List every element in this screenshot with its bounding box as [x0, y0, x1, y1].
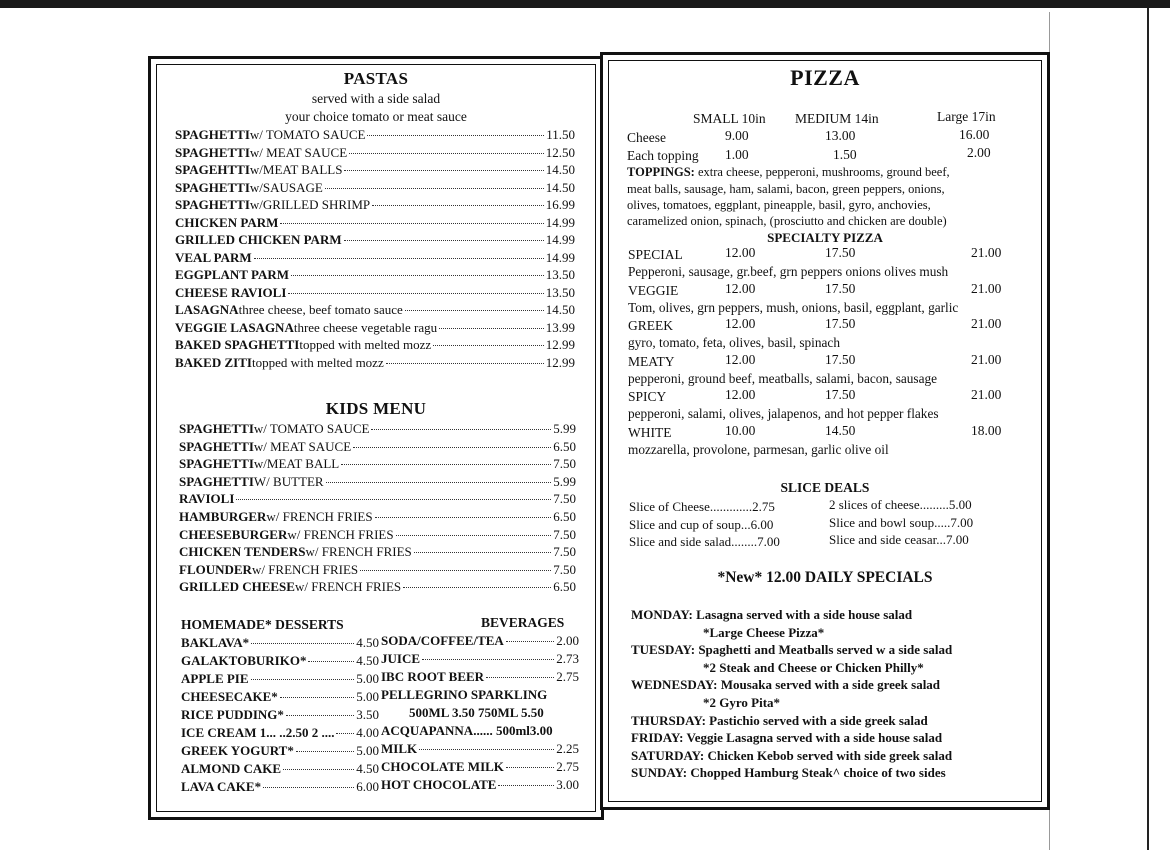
item-price: 2.75	[556, 759, 579, 774]
daily-special-line: MONDAY: Lasagna served with a side house salad	[631, 607, 913, 622]
item-price: 14.99	[545, 232, 575, 247]
item-name: CHICKEN PARM	[175, 214, 279, 230]
specialty-name: GREEK	[628, 318, 673, 334]
dot-leader	[236, 499, 551, 500]
scan-right-edge	[1147, 8, 1149, 850]
item-description: w/ FRENCH FRIES	[305, 544, 412, 560]
specialty-price-medium: 17.50	[825, 280, 856, 296]
specialty-price-small: 12.00	[725, 351, 756, 367]
kids-menu-item	[179, 562, 576, 578]
specialty-price-large: 18.00	[971, 423, 1002, 438]
daily-specials-title: *New* 12.00 DAILY SPECIALS	[717, 569, 933, 586]
beverage-item	[381, 759, 579, 775]
slice-deal-right: 2 slices of cheese.........5.00	[829, 497, 972, 512]
specialty-name: MEATY	[628, 353, 675, 369]
item-price: 14.50	[545, 162, 575, 177]
item-price: 4.00	[356, 725, 379, 740]
dot-leader	[251, 679, 355, 680]
dot-leader	[336, 733, 354, 734]
cheese-price-medium: 13.00	[825, 128, 856, 143]
specialty-price-large: 21.00	[971, 351, 1002, 367]
item-description: w/SAUSAGE	[249, 179, 323, 195]
pasta-menu-item	[175, 250, 575, 266]
daily-special-line: THURSDAY: Pastichio served with a side greek salad	[631, 712, 928, 728]
item-name: 500ML 3.50 750ML 5.50	[409, 705, 544, 720]
beverage-item	[381, 723, 579, 739]
dot-leader	[349, 153, 544, 154]
specialty-price-medium: 17.50	[825, 245, 856, 260]
specialty-price-small: 12.00	[725, 316, 756, 332]
slice-deal-right: Slice and bowl soup.....7.00	[829, 514, 974, 530]
dot-leader	[439, 328, 544, 329]
item-description: w/ FRENCH FRIES	[287, 526, 394, 542]
specialty-price-large: 21.00	[971, 245, 1002, 260]
item-name: PELLEGRINO SPARKLING	[381, 687, 548, 702]
toppings-line-4: caramelized onion, spinach, (prosciutto and chicken are double)	[627, 214, 947, 228]
specialty-name: SPICY	[628, 389, 667, 405]
specialty-description: gyro, tomato, feta, olives, basil, spinach	[628, 335, 840, 351]
slice-deals-title: SLICE DEALS	[780, 480, 870, 495]
pasta-menu-item	[175, 285, 575, 301]
daily-special-extra: *2 Gyro Pita*	[703, 695, 781, 710]
item-name: SPAGHETTI	[179, 421, 254, 436]
item-price: 14.99	[545, 214, 575, 230]
item-price: 4.50	[356, 635, 379, 650]
item-name: GREEK YOGURT*	[181, 743, 294, 758]
item-price: 5.99	[553, 473, 576, 489]
item-description: three cheese, beef tomato sauce	[238, 302, 403, 317]
item-name: CHEESECAKE*	[181, 689, 278, 704]
item-description: w/ FRENCH FRIES	[294, 579, 402, 595]
dot-leader	[419, 749, 554, 750]
item-name: LASAGNA	[175, 302, 239, 317]
dot-leader	[291, 275, 544, 276]
dot-leader	[498, 785, 554, 786]
item-name: RICE PUDDING*	[181, 707, 284, 722]
item-name: SPAGHETTI	[179, 456, 254, 472]
left-menu-panel	[148, 56, 604, 820]
item-price: 5.00	[356, 743, 379, 758]
item-name: EGGPLANT PARM	[175, 267, 289, 282]
slice-deal-left: Slice and cup of soup...6.00	[629, 516, 774, 532]
item-price: 2.25	[556, 741, 579, 756]
dot-leader	[341, 464, 551, 465]
dot-leader	[371, 429, 551, 430]
item-price: 12.99	[545, 337, 575, 352]
item-description: W/ BUTTER	[253, 473, 324, 489]
dot-leader	[396, 535, 552, 536]
specialty-name: VEGGIE	[628, 282, 679, 298]
specialty-price-medium: 17.50	[825, 387, 856, 403]
toppings-line-2: meat balls, sausage, ham, salami, bacon, green peppers, onions,	[627, 182, 945, 196]
item-price: 7.50	[553, 561, 576, 577]
item-price: 16.99	[545, 197, 575, 212]
size-medium-header: MEDIUM 14in	[795, 111, 879, 126]
specialty-name: WHITE	[628, 425, 672, 440]
kids-menu-item	[179, 421, 576, 437]
dot-leader	[506, 767, 554, 768]
kids-menu-item	[179, 456, 576, 472]
item-price: 14.99	[545, 249, 575, 265]
item-name: HOT CHOCOLATE	[381, 777, 497, 792]
specialty-price-large: 21.00	[971, 387, 1002, 403]
cheese-price-large: 16.00	[959, 127, 990, 142]
slice-deal-left: Slice and side salad........7.00	[629, 534, 780, 549]
item-name: SPAGHETTI	[175, 197, 250, 212]
pasta-menu-item	[175, 180, 575, 196]
item-name: LAVA CAKE*	[181, 779, 262, 794]
item-price: 14.50	[545, 179, 575, 195]
dot-leader	[405, 310, 544, 311]
item-name: SODA/COFFEE/TEA	[381, 633, 504, 648]
toppings-label: TOPPINGS:	[627, 165, 695, 179]
item-price: 13.99	[545, 319, 575, 335]
topping-price-medium: 1.50	[833, 147, 857, 162]
beverage-item	[381, 741, 579, 757]
item-name: BAKED ZITI	[175, 354, 252, 370]
daily-special-line: SUNDAY: Chopped Hamburg Steak^ choice of two sides	[631, 765, 946, 781]
dot-leader	[288, 293, 543, 294]
dot-leader	[251, 643, 354, 644]
item-price: 13.50	[545, 284, 575, 300]
dot-leader	[486, 677, 554, 678]
specialty-price-large: 21.00	[971, 316, 1002, 332]
dessert-item	[181, 743, 379, 759]
item-description: three cheese vegetable ragu	[293, 319, 438, 335]
dot-leader	[360, 570, 551, 571]
item-name: SPAGHETTI	[179, 473, 254, 489]
dot-leader	[280, 223, 543, 224]
item-name: CHEESE RAVIOLI	[175, 284, 287, 300]
item-name: SPAGHETTI	[175, 179, 250, 195]
specialty-description: pepperoni, salami, olives, jalapenos, and hot pepper flakes	[628, 406, 939, 422]
kids-menu-item	[179, 474, 576, 490]
item-name: SPAGHETTI	[175, 127, 250, 142]
dot-leader	[422, 659, 554, 660]
item-price: 4.50	[356, 761, 379, 776]
dessert-item	[181, 707, 379, 723]
item-name: VEGGIE LASAGNA	[175, 319, 294, 335]
dot-leader	[367, 135, 544, 136]
right-menu-panel	[600, 52, 1050, 810]
specialty-price-small: 10.00	[725, 423, 756, 438]
dot-leader	[344, 170, 543, 171]
desserts-title: HOMEMADE* DESSERTS	[181, 617, 344, 632]
dessert-item	[181, 761, 379, 777]
pasta-menu-item	[175, 127, 575, 143]
pasta-menu-item	[175, 215, 575, 231]
dot-leader	[375, 517, 552, 518]
item-price: 14.50	[545, 302, 575, 317]
item-description: topped with melted mozz	[251, 354, 384, 370]
item-description: w/ FRENCH FRIES	[266, 509, 373, 524]
pasta-menu-item	[175, 355, 575, 371]
item-name: SPAGEHTTI	[175, 162, 250, 177]
item-name: MILK	[381, 741, 418, 756]
slice-deal-right: Slice and side ceasar...7.00	[829, 532, 969, 547]
daily-special-line: TUESDAY: Spaghetti and Meatballs served w a side salad	[631, 642, 953, 658]
item-name: SPAGHETTI	[175, 144, 250, 160]
item-description: topped with melted mozz	[299, 337, 432, 352]
topping-price-small: 1.00	[725, 147, 749, 162]
pasta-menu-item	[175, 145, 575, 161]
cheese-label: Cheese	[627, 130, 666, 145]
item-description: w/GRILLED SHRIMP	[249, 197, 371, 212]
dot-leader	[353, 447, 551, 448]
beverage-item	[381, 651, 579, 667]
item-price: 6.50	[553, 438, 576, 454]
item-price: 6.50	[553, 509, 576, 524]
size-large-header: Large 17in	[937, 109, 996, 124]
dot-leader	[308, 661, 354, 662]
kids-menu-item	[179, 509, 576, 525]
dessert-item	[181, 635, 379, 651]
item-name: FLOUNDER	[179, 561, 252, 577]
pizza-title: PIZZA	[790, 65, 860, 90]
item-price: 7.50	[553, 544, 576, 560]
dot-leader	[326, 482, 552, 483]
topping-price-large: 2.00	[967, 145, 991, 160]
item-price: 4.50	[356, 653, 379, 668]
item-name: GALAKTOBURIKO*	[181, 653, 307, 668]
pastas-subtitle-1: served with a side salad	[311, 91, 441, 106]
slice-deal-left: Slice of Cheese.............2.75	[629, 499, 775, 514]
specialty-description: pepperoni, ground beef, meatballs, salami, bacon, sausage	[628, 370, 938, 386]
item-price: 7.50	[553, 491, 576, 507]
dot-leader	[403, 587, 551, 588]
item-name: VEAL PARM	[175, 249, 252, 265]
each-topping-label: Each topping	[627, 148, 699, 163]
item-description: w/ MEAT SAUCE	[253, 438, 352, 454]
dot-leader	[506, 641, 554, 642]
item-price: 5.00	[356, 671, 379, 686]
dessert-item	[181, 671, 379, 687]
item-name: CHICKEN TENDERS	[179, 544, 306, 560]
daily-special-extra: *Large Cheese Pizza*	[703, 624, 825, 640]
item-name: RAVIOLI	[179, 491, 235, 507]
kids-menu-item	[179, 491, 576, 507]
size-small-header: SMALL 10in	[693, 111, 766, 126]
specialty-description: Pepperoni, sausage, gr.beef, grn peppers onions olives mush	[628, 264, 949, 279]
item-name: BAKED SPAGHETTI	[175, 337, 300, 352]
pasta-menu-item	[175, 320, 575, 336]
pasta-menu-item	[175, 197, 575, 213]
specialty-description: Tom, olives, grn peppers, mush, onions, basil, eggplant, garlic	[628, 299, 959, 315]
pasta-menu-item	[175, 162, 575, 178]
item-price: 5.99	[553, 421, 576, 436]
item-description: w/ FRENCH FRIES	[251, 561, 359, 577]
item-price: 12.99	[545, 354, 575, 370]
item-description: w/ TOMATO SAUCE	[253, 421, 370, 436]
kids-menu-item	[179, 544, 576, 560]
daily-special-line: FRIDAY: Veggie Lasagna served with a side house salad	[631, 730, 943, 746]
dessert-item	[181, 689, 379, 705]
item-name: ICE CREAM 1... ..2.50 2 ....	[181, 725, 335, 740]
dessert-item	[181, 725, 379, 741]
specialty-price-medium: 17.50	[825, 351, 856, 367]
item-price: 13.50	[545, 267, 575, 282]
toppings-text-1: extra cheese, pepperoni, mushrooms, ground beef,	[694, 165, 950, 179]
item-name: ALMOND CAKE	[181, 761, 282, 776]
item-name: ACQUAPANNA...... 500ml3.00	[381, 723, 553, 738]
specialty-price-small: 12.00	[725, 387, 756, 403]
toppings-line-1	[627, 165, 950, 180]
specialty-price-medium: 17.50	[825, 316, 856, 332]
kids-menu-item	[179, 527, 576, 543]
item-price: 2.73	[556, 651, 579, 666]
dot-leader	[254, 258, 544, 259]
toppings-line-3: olives, tomatoes, eggplant, pineapple, basil, gyro, anchovies,	[627, 198, 931, 212]
item-price: 6.00	[356, 779, 379, 794]
dot-leader	[386, 363, 544, 364]
dot-leader	[283, 769, 354, 770]
item-price: 2.75	[556, 669, 579, 684]
kids-menu-title: KIDS MENU	[325, 399, 427, 418]
daily-special-line: SATURDAY: Chicken Kebob served with side greek salad	[631, 747, 953, 763]
item-name: GRILLED CHICKEN PARM	[175, 232, 342, 247]
item-price: 7.50	[553, 456, 576, 472]
dot-leader	[433, 345, 544, 346]
item-name: JUICE	[381, 651, 421, 666]
specialty-price-medium: 14.50	[825, 423, 856, 438]
beverages-title: BEVERAGES	[481, 615, 565, 630]
kids-menu-item	[179, 439, 576, 455]
pastas-subtitle-2: your choice tomato or meat sauce	[285, 109, 467, 124]
item-name: GRILLED CHEESE	[179, 579, 295, 595]
dessert-item	[181, 653, 379, 669]
item-name: HAMBURGER	[179, 509, 267, 524]
item-name: IBC ROOT BEER	[381, 669, 485, 684]
scan-top-band	[0, 0, 1170, 8]
dot-leader	[296, 751, 354, 752]
dot-leader	[372, 205, 544, 206]
pasta-menu-item	[175, 232, 575, 248]
pasta-menu-item	[175, 302, 575, 318]
item-price: 6.50	[553, 579, 576, 595]
item-price: 2.00	[556, 633, 579, 648]
dot-leader	[344, 240, 544, 241]
specialty-price-large: 21.00	[971, 280, 1002, 296]
dot-leader	[263, 787, 354, 788]
specialty-price-small: 12.00	[725, 245, 756, 260]
specialty-description: mozzarella, provolone, parmesan, garlic olive oil	[628, 442, 889, 457]
specialty-name: SPECIAL	[628, 247, 683, 262]
item-price: 5.00	[356, 689, 379, 704]
beverage-item	[381, 633, 579, 649]
beverage-item	[381, 777, 579, 793]
dot-leader	[414, 552, 552, 553]
item-description: w/MEAT BALL	[253, 456, 340, 472]
dessert-item	[181, 779, 379, 795]
beverage-item	[381, 669, 579, 685]
dot-leader	[286, 715, 354, 716]
specialty-pizza-title: SPECIALTY PIZZA	[767, 230, 883, 245]
cheese-price-small: 9.00	[725, 128, 749, 143]
item-price: 3.50	[356, 707, 379, 722]
item-name: CHOCOLATE MILK	[381, 759, 504, 774]
item-name: SPAGHETTI	[179, 438, 254, 454]
beverage-item	[381, 687, 579, 703]
item-description: w/MEAT BALLS	[249, 162, 343, 177]
daily-special-line: WEDNESDAY: Mousaka served with a side greek salad	[631, 677, 941, 693]
beverage-item	[409, 705, 607, 721]
item-description: w/ TOMATO SAUCE	[249, 127, 366, 142]
kids-menu-item	[179, 579, 576, 595]
item-price: 12.50	[545, 144, 575, 160]
item-description: w/ MEAT SAUCE	[249, 144, 348, 160]
pasta-menu-item	[175, 337, 575, 353]
item-name: APPLE PIE	[181, 671, 249, 686]
item-price: 11.50	[546, 127, 575, 142]
item-price: 3.00	[556, 777, 579, 792]
item-name: CHEESEBURGER	[179, 526, 288, 542]
daily-special-extra: *2 Steak and Cheese or Chicken Philly*	[703, 659, 924, 675]
item-price: 7.50	[553, 526, 576, 542]
specialty-price-small: 12.00	[725, 280, 756, 296]
pastas-title: PASTAS	[343, 69, 409, 88]
pasta-menu-item	[175, 267, 575, 283]
dot-leader	[280, 697, 354, 698]
dot-leader	[325, 188, 544, 189]
item-name: BAKLAVA*	[181, 635, 250, 650]
